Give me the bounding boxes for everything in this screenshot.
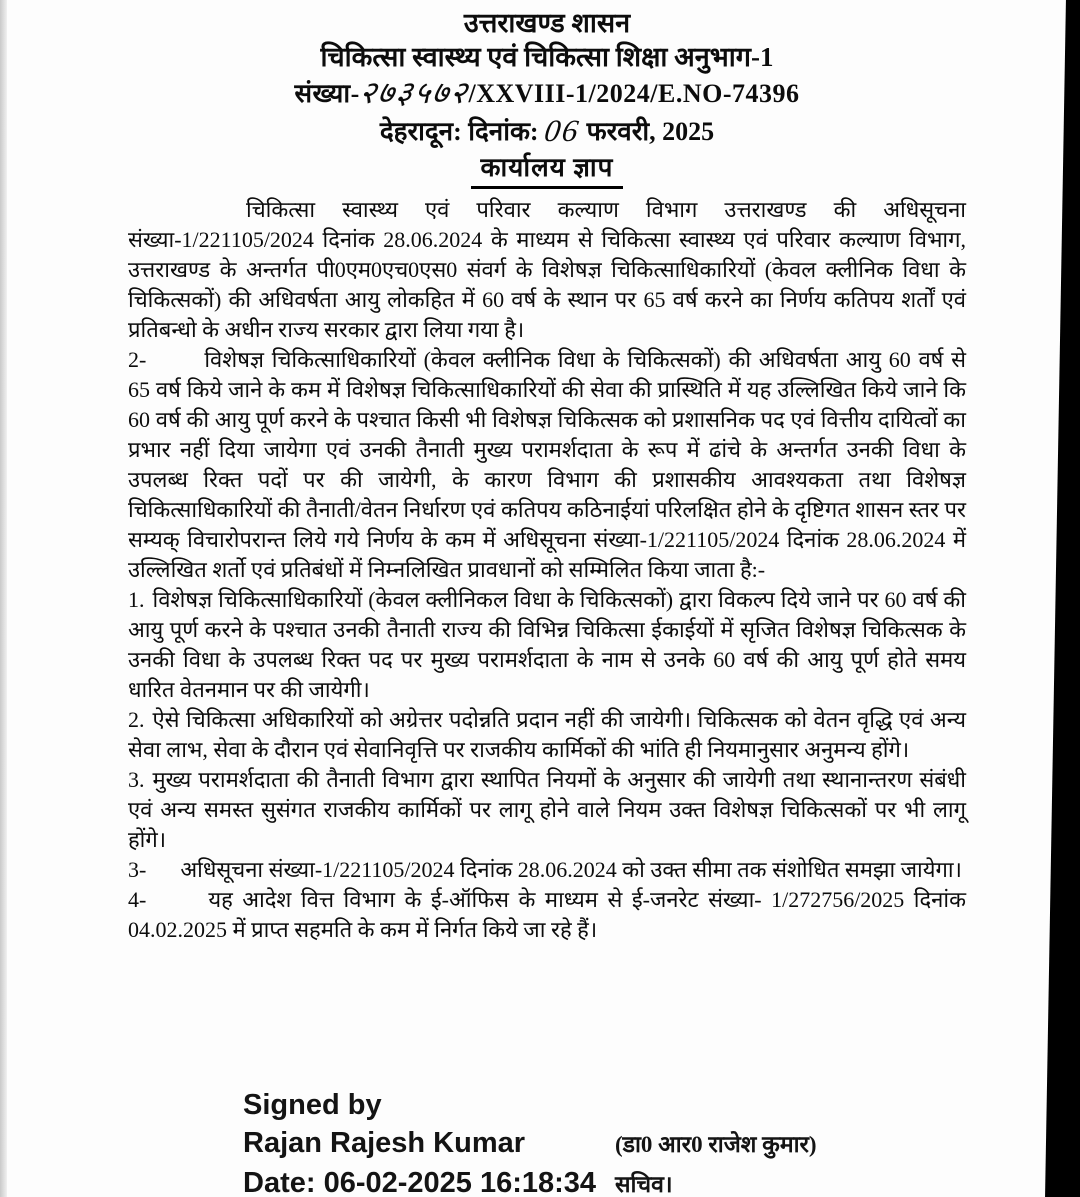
opening-paragraph: चिकित्सा स्वास्थ्य एवं परिवार कल्याण विभाग उत्तराखण्ड की अधिसूचना संख्या-1/221105/2024 दिनांक 28.06.2024 के माध्यम से चिकित्सा स्वास्थ्य एवं परिवार कल्याण विभाग, उत्तराखण्ड के अन्तर्गत पी0एम0एच0एस0 संवर्ग के विशेषज्ञ चिकित्साधिकारियों (केवल क्लीनिक विधा के चिकित्सकों) की अधिवर्षता आयु लोकहित में 60 वर्ष के स्थान पर 65 वर्ष करने का निर्णय कतिपय शर्तों एवं प्रतिबन्धो के अधीन राज्य सरकार द्वारा लिया गया है। [128,197,966,342]
reference-number-line [128,74,966,112]
signature-date: Date: 06-02-2025 16:18:34 [243,1167,597,1197]
paragraph-4-number: 4- [128,887,147,912]
document-content [128,6,966,945]
signature-date-row [243,1164,1003,1197]
ref-prefix: संख्या- [294,79,360,108]
scan-black-bar-right-artifact [1042,0,1080,1197]
paragraph-4-text: यह आदेश वित्त विभाग के ई-ऑफिस के माध्यम से ई-जनरेट संख्या- 1/272756/2025 दिनांक 04.02.2025 में प्राप्त सहमति के कम में निर्गत किये जा रहे हैं। [128,887,966,942]
signed-by-line: Signed by [243,1089,382,1121]
paragraph-4 [128,885,966,945]
provision-item-3-number: 3. [128,767,145,792]
provision-item-1 [128,585,966,705]
paragraph-2 [128,345,966,585]
signer-name-hindi: (डा0 आर0 राजेश कुमार) [615,1132,817,1157]
date-handwritten: 06 [542,113,583,148]
paragraph-3-number: 3- [128,857,147,882]
signer-designation: सचिव। [615,1172,673,1197]
memo-title: कार्यालय ज्ञाप [471,152,624,189]
paragraph-3 [128,855,966,885]
signer-name: Rajan Rajesh Kumar [243,1127,526,1159]
ref-number-handwritten: २७३५७२ [356,75,472,110]
document-body [128,195,966,945]
scan-edge-left-artifact [0,0,7,1197]
department-name: चिकित्सा स्वास्थ्य एवं चिकित्सा शिक्षा अनुभाग-1 [320,42,774,72]
provision-item-3-text: मुख्य परामर्शदाता की तैनाती विभाग द्वारा स्थापित नियमों के अनुसार की जायेगी तथा स्थानान्तरण संबंधी एवं अन्य समस्त सुसंगत राजकीय कार्मिकों पर लागू होने वाले नियम उक्त विशेषज्ञ चिकित्सकों पर भी लागू होंगे। [128,767,966,852]
provision-item-2-text: ऐसे चिकित्सा अधिकारियों को अग्रेत्तर पदोन्नति प्रदान नहीं की जायेगी। चिकित्सक को वेतन वृद्धि एवं अन्य सेवा लाभ, सेवा के दौरान एवं सेवानिवृत्ति पर राजकीय कार्मिकों की भांति ही नियमानुसार अनुमन्य होंगे। [128,707,966,762]
government-name: उत्तराखण्ड शासन [463,8,631,38]
date-rest: फरवरी, 2025 [586,117,715,146]
paragraph-2-number: 2- [128,347,147,372]
provision-item-1-text: विशेषज्ञ चिकित्साधिकारियों (केवल क्लीनिकल विधा के चिकित्सकों) द्वारा विकल्प दिये जाने पर 60 वर्ष की आयु पूर्ण करने के पश्चात उनकी तैनाती राज्य की विभिन्न चिकित्सा ईकाईयों में सृजित विशेषज्ञ चिकित्सक के उनकी विधा के उपलब्ध रिक्त पद पर मुख्य परामर्शदाता के नाम से उनके 60 वर्ष की आयु पूर्ण होते समय धारित वेतनमान पर की जायेगी। [128,587,966,702]
paragraph-2-text: विशेषज्ञ चिकित्साधिकारियों (केवल क्लीनिक विधा के चिकित्सकों) की अधिवर्षता आयु 60 वर्ष से 65 वर्ष किये जाने के कम में विशेषज्ञ चिकित्साधिकारियों की सेवा की प्रास्थिति में यह उल्लिखित किये जाने कि 60 वर्ष की आयु पूर्ण करने के पश्चात किसी भी विशेषज्ञ चिकित्सक को प्रशासनिक पद एवं वित्तीय दायित्वों का प्रभार नहीं दिया जायेगा एवं उनकी तैनाती मुख्य परामर्शदाता के रूप में ढांचे के अन्तर्गत उनकी विधा के उपलब्ध रिक्त पदों पर की जायेगी, के कारण विभाग की प्रशासकीय आवश्यकता तथा विशेषज्ञ चिकित्साधिकारियों की तैनाती/वेतन निर्धारण एवं कतिपय कठिनाईयां परिलक्षित होने के दृष्टिगत शासन स्तर पर सम्यक् विचारोपरान्त लिये गये निर्णय के कम में अधिसूचना संख्या-1/221105/2024 दिनांक 28.06.2024 में उल्लिखित शर्तो एवं प्रतिबंधों में निम्नलिखित प्रावधानों को सम्मिलित किया जाता है:- [128,347,966,582]
provision-item-1-number: 1. [128,587,145,612]
ref-suffix: /XXVIII-1/2024/E.NO-74396 [468,79,800,108]
signer-name-row [243,1124,1003,1164]
provision-item-2 [128,705,966,765]
place-date-line [128,112,966,150]
place-date-label: देहरादून: दिनांक: [379,117,539,146]
memo-title-wrap [128,150,966,189]
provision-item-3 [128,765,966,855]
document-header [128,6,966,189]
digital-signature-block [243,1086,1003,1197]
paragraph-3-text: अधिसूचना संख्या-1/221105/2024 दिनांक 28.06.2024 को उक्त सीमा तक संशोधित समझा जायेगा। [180,857,962,882]
provision-item-2-number: 2. [128,707,145,732]
